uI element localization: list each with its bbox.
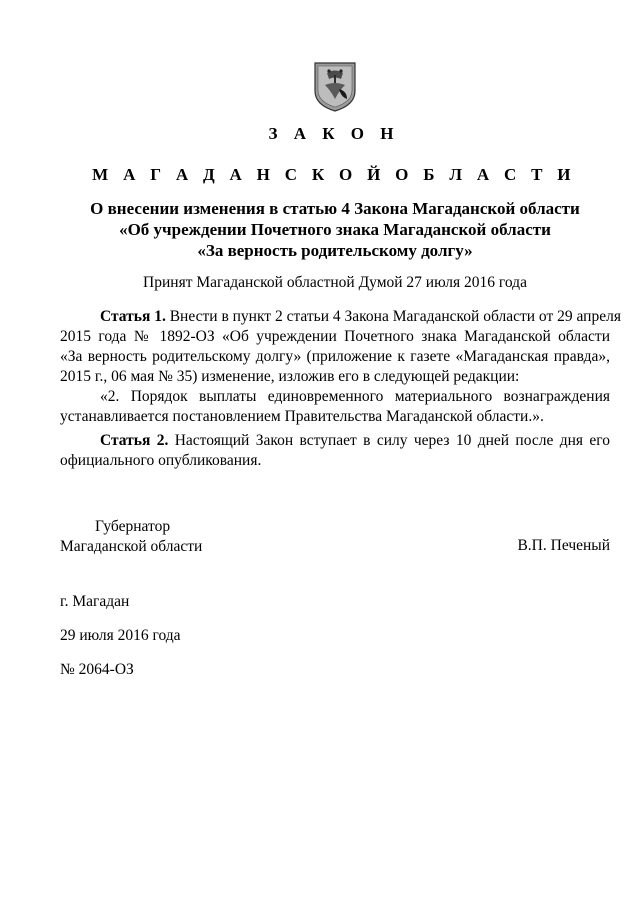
article-2-label: Статья 2. <box>100 432 169 449</box>
article-1-line: 2015 г., 06 мая № 35) изменение, изложив его в следующей редакции: <box>60 368 520 385</box>
subject-line: «Об учреждении Почетного знака Магаданской области <box>119 220 551 239</box>
article-2-line: официального опубликования. <box>60 452 262 469</box>
signatory-title-line: Губернатор <box>95 518 171 535</box>
signatory-title <box>60 517 202 557</box>
article-1-text: Внести в пункт 2 статьи 4 Закона Магаданской области от 29 апреля <box>165 308 621 325</box>
article-1-line: устанавливается постановлением Правительства Магаданской области.». <box>60 408 544 425</box>
article-1 <box>60 307 621 427</box>
signing-city: г. Магадан <box>60 593 130 610</box>
region-heading: М А Г А Д А Н С К О Й О Б Л А С Т И <box>92 165 576 184</box>
article-1-label: Статья 1. <box>100 308 166 325</box>
signatory-name: В.П. Печеный <box>517 537 610 554</box>
law-number: № 2064-ОЗ <box>60 661 134 678</box>
article-2-text: Настоящий Закон вступает в силу через 10 дней после дня его <box>168 432 611 449</box>
article-1-line <box>60 307 621 327</box>
article-2 <box>60 431 610 471</box>
law-subject-title <box>60 198 610 261</box>
subject-line: О внесении изменения в статью 4 Закона Магаданской области <box>90 199 580 218</box>
article-2-line <box>60 431 610 451</box>
magadan-coat-of-arms-icon <box>313 61 357 112</box>
article-1-line: «За верность родительскому долгу» (приложение к газете «Магаданская правда», <box>60 348 610 365</box>
document-type-heading: З А К О Н <box>268 124 400 143</box>
article-1-line: «2. Порядок выплаты единовременного материального вознаграждения <box>100 388 610 405</box>
signatory-title-line: Магаданской области <box>60 538 203 555</box>
signing-date: 29 июля 2016 года <box>60 627 181 644</box>
article-1-line: 2015 года № 1892-ОЗ «Об учреждении Почетного знака Магаданской области <box>60 328 610 345</box>
adoption-statement: Принят Магаданской областной Думой 27 июля 2016 года <box>143 274 527 291</box>
subject-line: «За верность родительскому долгу» <box>197 241 473 260</box>
